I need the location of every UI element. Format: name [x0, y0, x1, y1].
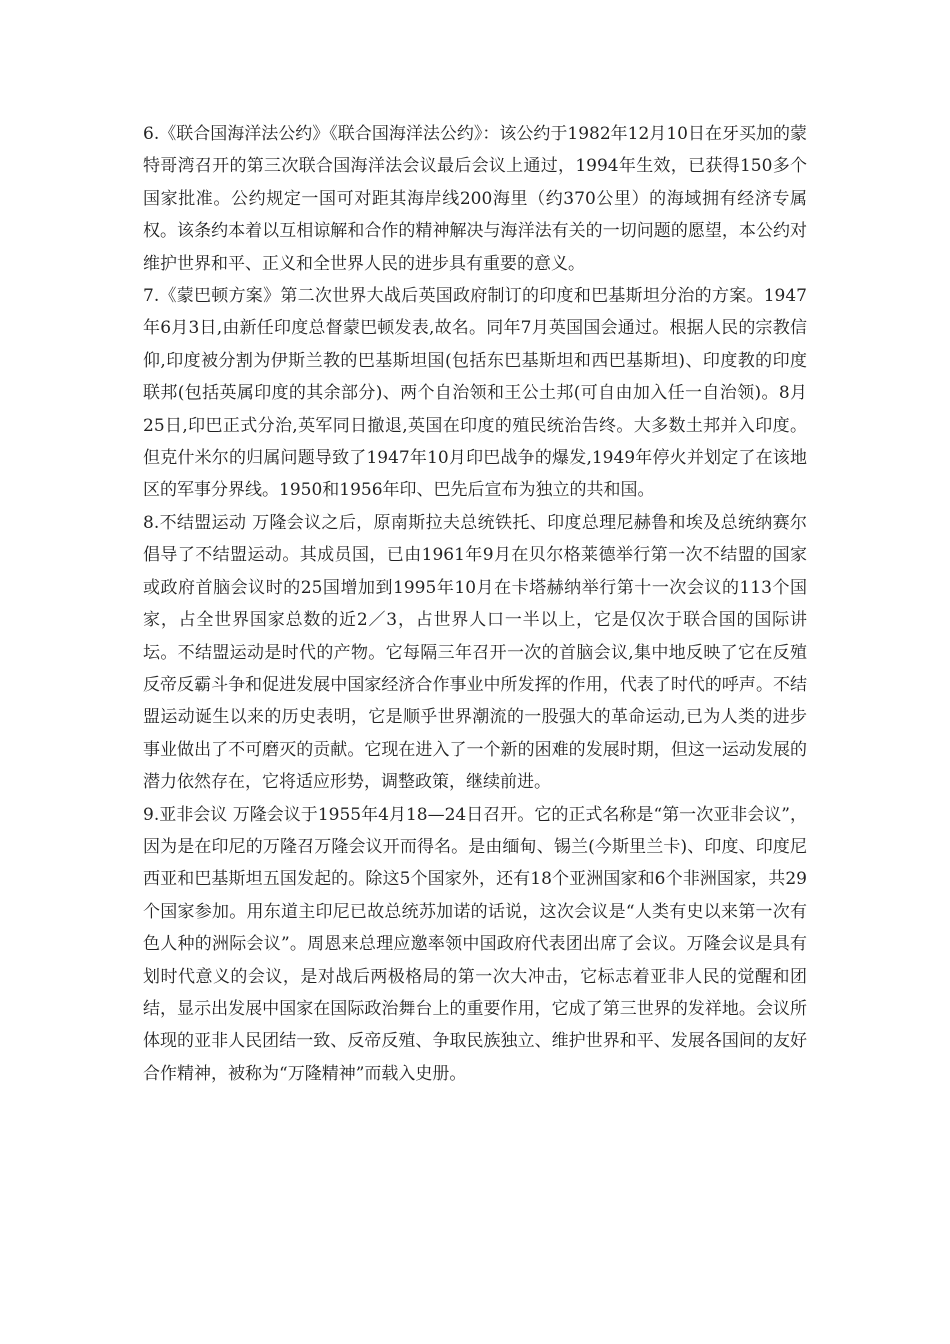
paragraph-non-aligned-movement: 8.不结盟运动 万隆会议之后，原南斯拉夫总统铁托、印度总理尼赫鲁和埃及总统纳赛尔倡导了不结盟运动。其成员国，已由1961年9月在贝尔格莱德举行第一次不结盟的国家或政府首脑会议时的25国增加到1995年10月在卡塔赫纳举行第十一次会议的113个国家，占全世界国家总数的近2／3，占世界人口一半以上，它是仅次于联合国的国际讲坛。不结盟运动是时代的产物。它每隔三年召开一次的首脑会议,集中地反映了它在反殖反帝反霸斗争和促进发展中国家经济合作事业中所发挥的作用，代表了时代的呼声。不结盟运动诞生以来的历史表明，它是顺乎世界潮流的一股强大的革命运动,已为人类的进步事业做出了不可磨灭的贡献。它现在进入了一个新的困难的发展时期，但这一运动发展的潜力依然存在，它将适应形势，调整政策，继续前进。	[143, 512, 807, 793]
paragraph-unclos: 6.《联合国海洋法公约》《联合国海洋法公约》：该公约于1982年12月10日在牙买加的蒙特哥湾召开的第三次联合国海洋法会议最后会议上通过，1994年生效，已获得150多个国家批准。公约规定一国可对距其海岸线200海里（约370公里）的海域拥有经济专属权。该条约本着以互相谅解和合作的精神解决与海洋法有关的一切问题的愿望，本公约对维护世界和平、正义和全世界人民的进步具有重要的意义。	[143, 124, 807, 274]
paragraph-mountbatten-plan: 7.《蒙巴顿方案》第二次世界大战后英国政府制订的印度和巴基斯坦分治的方案。1947年6月3日,由新任印度总督蒙巴顿发表,故名。同年7月英国国会通过。根据人民的宗教信仰,印度被分割为伊斯兰教的巴基斯坦国(包括东巴基斯坦和西巴基斯坦)、印度教的印度联邦(包括英属印度的其余部分)、两个自治领和王公土邦(可自由加入任一自治领)。8月25日,印巴正式分治,英军同日撤退,英国在印度的殖民统治告终。大多数土邦并入印度。但克什米尔的归属问题导致了1947年10月印巴战争的爆发,1949年停火并划定了在该地区的军事分界线。1950和1956年印、巴先后宣布为独立的共和国。	[143, 286, 807, 501]
paragraph-asian-african-conference: 9.亚非会议 万隆会议于1955年4月18—24日召开。它的正式名称是“第一次亚非会议”，因为是在印尼的万隆召万隆会议开而得名。是由缅甸、锡兰(今斯里兰卡)、印度、印度尼西亚和巴基斯坦五国发起的。除这5个国家外，还有18个亚洲国家和6个非洲国家，共29个国家参加。用东道主印尼已故总统苏加诺的话说，这次会议是“人类有史以来第一次有色人种的洲际会议”。周恩来总理应邀率领中国政府代表团出席了会议。万隆会议是具有划时代意义的会议，是对战后两极格局的第一次大冲击，它标志着亚非人民的觉醒和团结，显示出发展中国家在国际政治舞台上的重要作用，它成了第三世界的发祥地。会议所体现的亚非人民团结一致、反帝反殖、争取民族独立、维护世界和平、发展各国间的友好合作精神，被称为“万隆精神”而载入史册。	[143, 804, 807, 1084]
document-body	[143, 118, 807, 1090]
